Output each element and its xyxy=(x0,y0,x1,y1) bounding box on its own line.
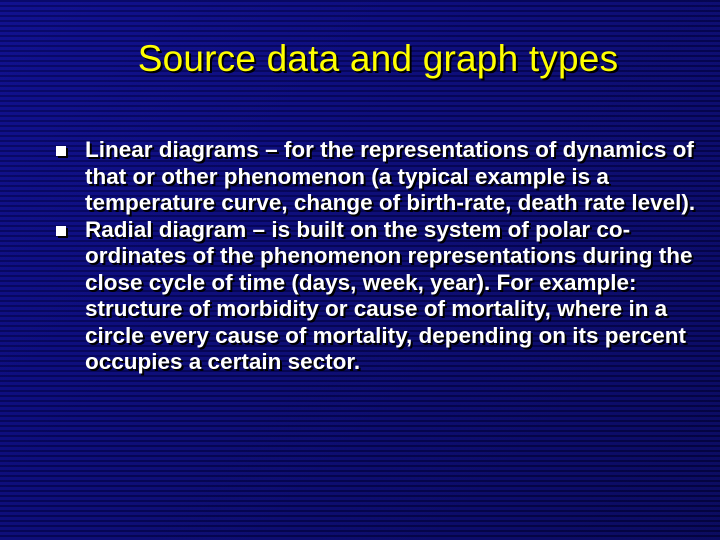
bullet-item-linear-diagrams xyxy=(56,137,706,217)
bullet-text: Linear diagrams – for the representations of dynamics of that or other phenomenon (a typical example is a temperature curve, change of birth-rate, death rate level). xyxy=(85,137,696,215)
slide-title: Source data and graph types xyxy=(137,38,619,79)
bullet-text: Radial diagram – is built on the system of polar co-ordinates of the phenomenon representations during the close cycle of time (days, week, year). For example: structure of morbidity or cause of mortality, where in a circle every cause of mortality, depending on its percent occupies a certain sector. xyxy=(85,216,693,374)
square-bullet-icon xyxy=(56,226,66,236)
bullet-list xyxy=(56,137,706,376)
square-bullet-icon xyxy=(56,146,66,156)
bullet-item-radial-diagram xyxy=(56,217,706,376)
